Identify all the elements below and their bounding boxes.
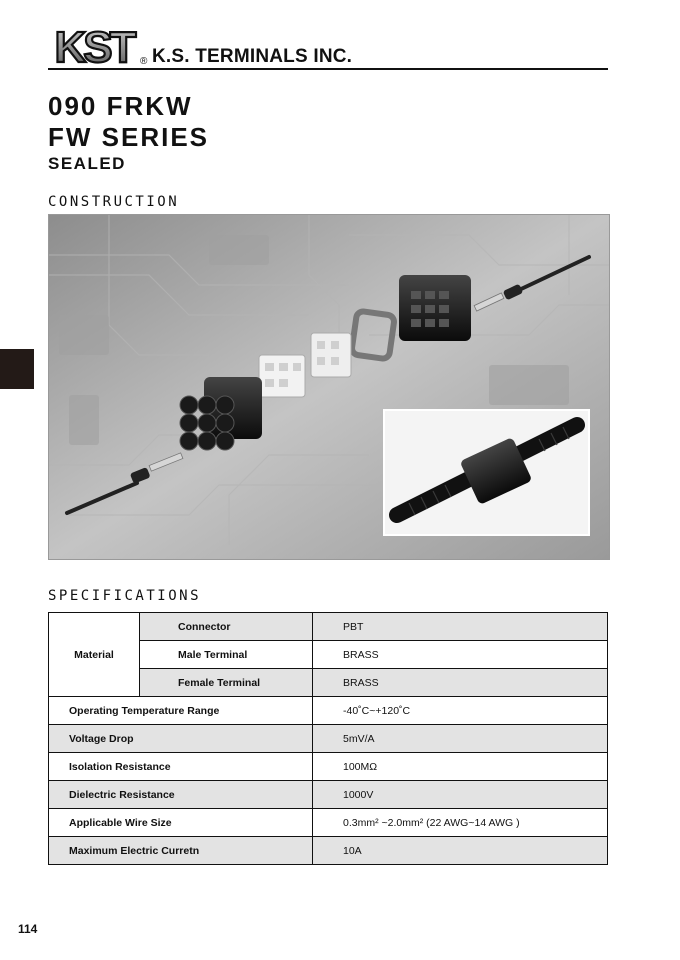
specifications-heading: SPECIFICATIONS [48,588,202,604]
page-subtitle: SEALED [48,154,126,173]
specifications-table [48,612,608,865]
spec-label: Operating Temperature Range [49,697,313,725]
registered-mark: ® [140,56,148,67]
construction-heading: CONSTRUCTION [48,194,180,210]
spec-label: Isolation Resistance [49,753,313,781]
spec-label: Applicable Wire Size [49,809,313,837]
table-row [49,809,608,837]
table-row [49,613,608,641]
table-row [49,781,608,809]
table-row [49,753,608,781]
spec-label: Male Terminal [140,641,313,669]
spec-value: -40˚C~+120˚C [313,697,608,725]
spec-value: BRASS [313,669,608,697]
spec-label: Dielectric Resistance [49,781,313,809]
page-title-line-2: FW SERIES [48,122,210,152]
page-edge-tab [0,349,34,389]
spec-label: Voltage Drop [49,725,313,753]
table-row [49,725,608,753]
spec-value: 0.3mm² ~2.0mm² (22 AWG~14 AWG ) [313,809,608,837]
kst-logo [48,24,140,68]
spec-value: 1000V [313,781,608,809]
spec-value: 5mV/A [313,725,608,753]
spec-label: Maximum Electric Curretn [49,837,313,865]
spec-value: BRASS [313,641,608,669]
spec-value: 100MΩ [313,753,608,781]
company-name: K.S. TERMINALS INC. [152,46,353,67]
page-title-line-1: 090 FRKW [48,91,193,121]
svg-text:KST: KST [54,24,134,68]
spec-value: PBT [313,613,608,641]
page-number: 114 [18,922,38,936]
spec-value: 10A [313,837,608,865]
spec-label: Connector [140,613,313,641]
spec-label: Female Terminal [140,669,313,697]
header-rule [48,68,608,70]
material-label: Material [49,613,140,697]
table-row [49,697,608,725]
construction-photo [48,214,610,560]
table-row [49,837,608,865]
header [48,22,608,70]
